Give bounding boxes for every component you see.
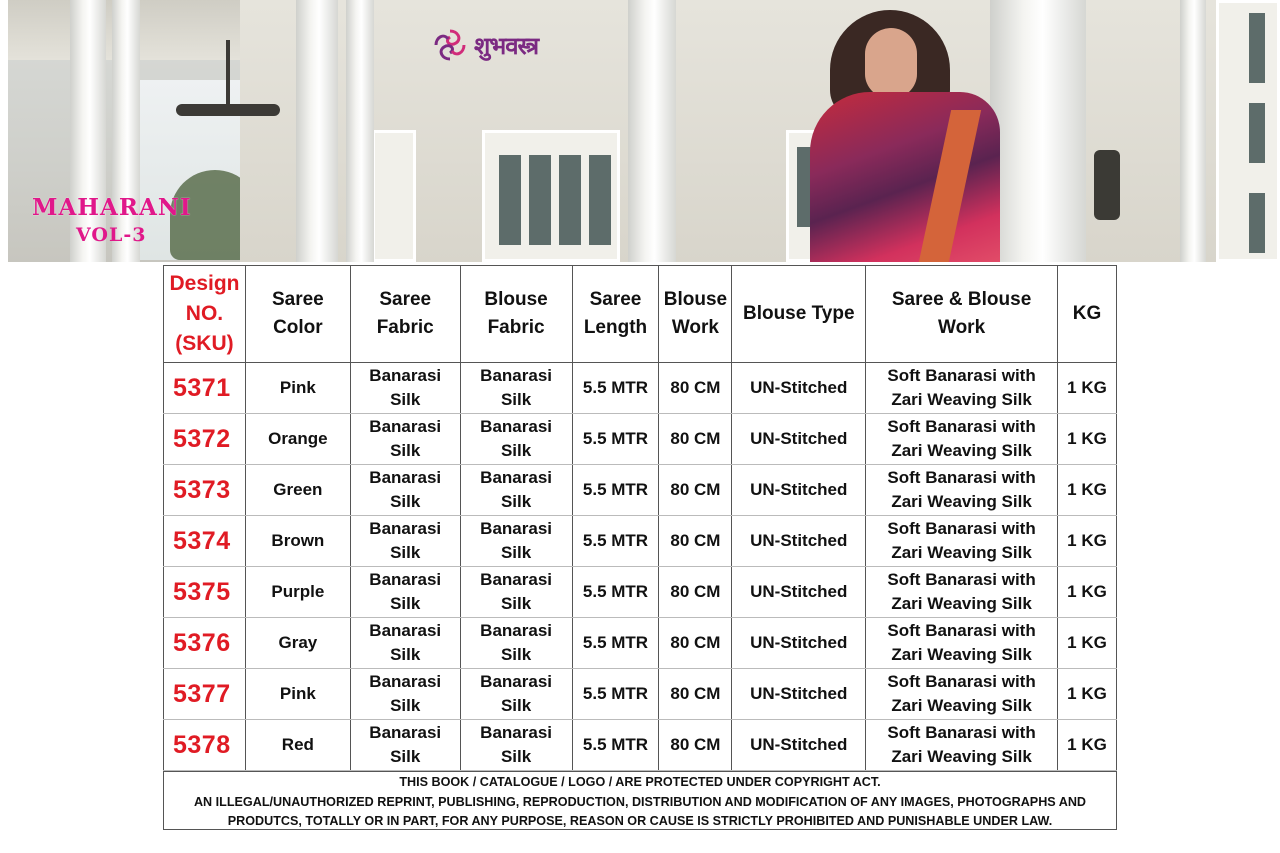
cell-text: Soft Banarasi with Zari Weaving Silk <box>887 621 1036 664</box>
saree-blouse-work <box>866 669 1058 720</box>
ceiling-fan-rod <box>226 40 230 106</box>
cell-text: Soft Banarasi with Zari Weaving Silk <box>887 723 1036 766</box>
cell-text: Soft Banarasi with Zari Weaving Silk <box>887 366 1036 409</box>
saree-blouse-work <box>866 363 1058 414</box>
blouse-type: UN-Stitched <box>732 720 866 771</box>
blouse-type: UN-Stitched <box>732 363 866 414</box>
saree-blouse-work <box>866 516 1058 567</box>
window <box>1216 0 1280 262</box>
notice-line: THIS BOOK / CATALOGUE / LOGO / ARE PROTECTED UNDER COPYRIGHT ACT. <box>399 775 881 789</box>
saree-blouse-work <box>866 618 1058 669</box>
cell-text: Soft Banarasi with Zari Weaving Silk <box>887 417 1036 460</box>
saree-blouse-work <box>866 720 1058 771</box>
blouse-type: UN-Stitched <box>732 618 866 669</box>
column <box>70 0 106 262</box>
blouse-type: UN-Stitched <box>732 465 866 516</box>
blouse-fabric <box>460 567 572 618</box>
weight: 1 KG <box>1058 567 1117 618</box>
saree-fabric <box>350 720 460 771</box>
catalogue-volume: VOL-3 <box>76 224 147 246</box>
saree-length: 5.5 MTR <box>572 720 659 771</box>
saree-blouse-work <box>866 414 1058 465</box>
table-row <box>164 465 1117 516</box>
weight: 1 KG <box>1058 618 1117 669</box>
saree-fabric <box>350 465 460 516</box>
blouse-type: UN-Stitched <box>732 669 866 720</box>
cell-text: Banarasi Silk <box>480 570 552 613</box>
cell-text: Soft Banarasi with Zari Weaving Silk <box>887 519 1036 562</box>
header-kg: KG <box>1058 266 1117 363</box>
design-number: 5371 <box>164 363 246 414</box>
window <box>482 130 620 262</box>
table-row <box>164 618 1117 669</box>
banner-edge <box>0 0 8 262</box>
copyright-notice <box>163 771 1117 830</box>
table-header-row <box>164 266 1117 363</box>
saree-color: Pink <box>245 669 350 720</box>
saree-color: Pink <box>245 363 350 414</box>
weight: 1 KG <box>1058 363 1117 414</box>
weight: 1 KG <box>1058 669 1117 720</box>
blouse-work: 80 CM <box>659 516 732 567</box>
weight: 1 KG <box>1058 414 1117 465</box>
cell-text: Banarasi Silk <box>480 519 552 562</box>
saree-color: Orange <box>245 414 350 465</box>
catalogue-title: MAHARANI <box>32 194 192 221</box>
saree-length: 5.5 MTR <box>572 567 659 618</box>
column <box>346 0 374 262</box>
column <box>296 0 338 262</box>
saree-color: Green <box>245 465 350 516</box>
saree-color: Red <box>245 720 350 771</box>
blouse-work: 80 CM <box>659 669 732 720</box>
ceiling-fan-icon <box>176 104 280 116</box>
blouse-fabric <box>460 669 572 720</box>
cell-text: Banarasi Silk <box>369 621 442 664</box>
header-blouse-fabric: Blouse Fabric <box>460 266 572 363</box>
header-saree-color: Saree Color <box>245 266 350 363</box>
table-row <box>164 669 1117 720</box>
header-label: Design NO. (SKU) <box>169 272 240 355</box>
design-number: 5376 <box>164 618 246 669</box>
saree-color: Gray <box>245 618 350 669</box>
blouse-type: UN-Stitched <box>732 567 866 618</box>
saree-length: 5.5 MTR <box>572 669 659 720</box>
header-blouse-work: Blouse Work <box>659 266 732 363</box>
table-body <box>164 363 1117 771</box>
cell-text: Banarasi Silk <box>369 519 442 562</box>
design-number: 5372 <box>164 414 246 465</box>
blouse-work: 80 CM <box>659 465 732 516</box>
cell-text: Banarasi Silk <box>369 570 442 613</box>
saree-fabric <box>350 618 460 669</box>
blouse-fabric <box>460 720 572 771</box>
model-face <box>865 28 917 98</box>
design-number: 5374 <box>164 516 246 567</box>
saree-fabric <box>350 567 460 618</box>
column <box>1180 0 1206 262</box>
column <box>112 0 140 262</box>
table-row <box>164 567 1117 618</box>
header-saree-length: Saree Length <box>572 266 659 363</box>
blouse-fabric <box>460 363 572 414</box>
saree-fabric <box>350 363 460 414</box>
saree-blouse-work <box>866 465 1058 516</box>
saree-fabric <box>350 669 460 720</box>
design-number: 5377 <box>164 669 246 720</box>
blouse-work: 80 CM <box>659 363 732 414</box>
header-saree-blouse-work <box>866 266 1058 363</box>
weight: 1 KG <box>1058 720 1117 771</box>
swirl-logo-icon <box>430 25 470 65</box>
header-saree-fabric: Saree Fabric <box>350 266 460 363</box>
blouse-work: 80 CM <box>659 414 732 465</box>
cell-text: Banarasi Silk <box>480 366 552 409</box>
blouse-fabric <box>460 465 572 516</box>
blouse-fabric <box>460 414 572 465</box>
weight: 1 KG <box>1058 516 1117 567</box>
cell-text: Soft Banarasi with Zari Weaving Silk <box>887 468 1036 511</box>
blouse-type: UN-Stitched <box>732 414 866 465</box>
cell-text: Banarasi Silk <box>480 417 552 460</box>
cell-text: Soft Banarasi with Zari Weaving Silk <box>887 570 1036 613</box>
blouse-work: 80 CM <box>659 720 732 771</box>
blouse-work: 80 CM <box>659 618 732 669</box>
cell-text: Banarasi Silk <box>369 672 442 715</box>
saree-length: 5.5 MTR <box>572 618 659 669</box>
table-row <box>164 720 1117 771</box>
design-number: 5373 <box>164 465 246 516</box>
cell-text: Banarasi Silk <box>480 468 552 511</box>
window <box>372 130 416 262</box>
product-spec-table <box>163 265 1117 771</box>
saree-length: 5.5 MTR <box>572 465 659 516</box>
saree-color: Purple <box>245 567 350 618</box>
blouse-work: 80 CM <box>659 567 732 618</box>
header-blouse-type: Blouse Type <box>732 266 866 363</box>
wall-lamp <box>1094 150 1120 220</box>
notice-line: AN ILLEGAL/UNAUTHORIZED REPRINT, PUBLISHING, REPRODUCTION, DISTRIBUTION AND MODIFICATION OF ANY IMAGES, PHOTOGRAPHS AND <box>193 794 1087 809</box>
cell-text: Banarasi Silk <box>369 468 442 511</box>
blouse-fabric <box>460 516 572 567</box>
table-row <box>164 414 1117 465</box>
header-label: Saree & Blouse Work <box>891 289 1032 338</box>
notice-line: PRODUTCS, TOTALLY OR IN PART, FOR ANY PURPOSE, REASON OR CAUSE IS STRICTLY PROHIBITED AND PUNISHABLE UNDER LAW. <box>227 814 1053 828</box>
catalogue-banner <box>0 0 1280 262</box>
brand-logo <box>430 25 538 65</box>
weight: 1 KG <box>1058 465 1117 516</box>
blouse-type: UN-Stitched <box>732 516 866 567</box>
table-row <box>164 363 1117 414</box>
saree-fabric <box>350 516 460 567</box>
cell-text: Banarasi Silk <box>480 672 552 715</box>
column <box>990 0 1086 262</box>
cell-text: Soft Banarasi with Zari Weaving Silk <box>887 672 1036 715</box>
cell-text: Banarasi Silk <box>480 723 552 766</box>
design-number: 5378 <box>164 720 246 771</box>
logo-text: शुभवस्त्र <box>474 30 539 60</box>
saree-length: 5.5 MTR <box>572 414 659 465</box>
cell-text: Banarasi Silk <box>369 366 442 409</box>
saree-blouse-work <box>866 567 1058 618</box>
cell-text: Banarasi Silk <box>480 621 552 664</box>
saree-color: Brown <box>245 516 350 567</box>
saree-length: 5.5 MTR <box>572 363 659 414</box>
cell-text: Banarasi Silk <box>369 417 442 460</box>
blouse-fabric <box>460 618 572 669</box>
saree-fabric <box>350 414 460 465</box>
design-number: 5375 <box>164 567 246 618</box>
table-row <box>164 516 1117 567</box>
column <box>628 0 676 262</box>
saree-length: 5.5 MTR <box>572 516 659 567</box>
header-design-no <box>164 266 246 363</box>
cell-text: Banarasi Silk <box>369 723 442 766</box>
